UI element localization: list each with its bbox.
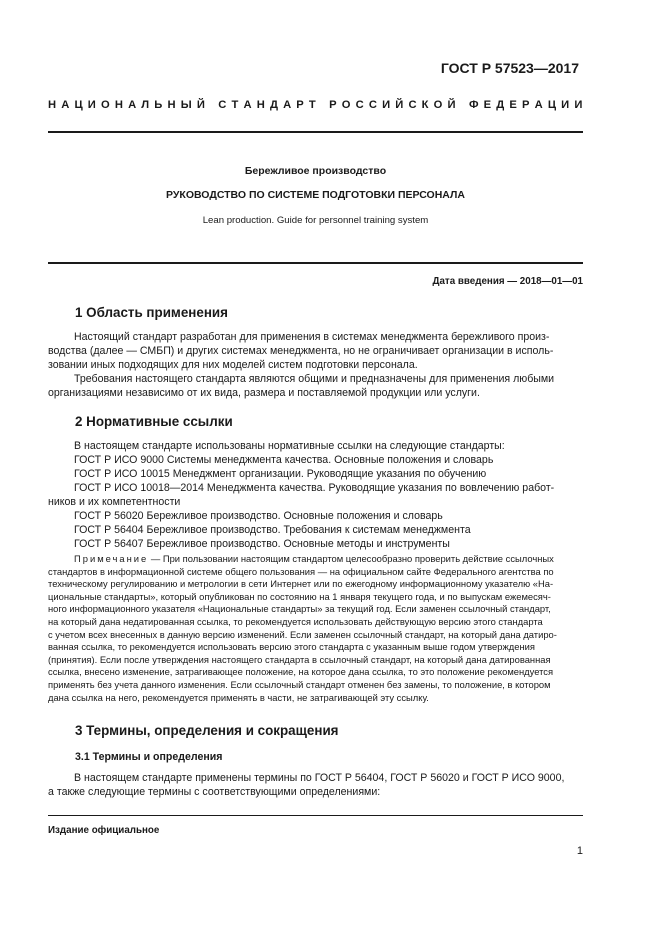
title-english: Lean production. Guide for personnel training system	[202, 215, 429, 226]
text-line: В настоящем стандарте применены термины по ГОСТ Р 56404, ГОСТ Р 56020 и ГОСТ Р ИСО 9000,	[74, 772, 565, 784]
section-2-heading: 2 Нормативные ссылки	[75, 414, 233, 429]
banner-letter: Е	[483, 99, 492, 111]
banner-letter: К	[421, 99, 429, 111]
text-line: водства (далее — СМБП) и других системах менеджмента, но не ограничивает организации в исполь-	[48, 345, 554, 357]
note-line: дана ссылка на него, рекомендуется применять в части, не затрагивающей эту ссылку.	[48, 691, 429, 703]
text-line: а также следующие термины с соответствующими определениями:	[48, 786, 381, 798]
banner-letter: О	[341, 99, 351, 111]
text-line: В настоящем стандарте использованы нормативные ссылки на следующие стандарты:	[74, 440, 505, 452]
reference-item: ГОСТ Р ИСО 10018—2014 Менеджмента качества. Руководящие указания по вовлечению работ-	[74, 482, 555, 494]
banner-letter: И	[561, 99, 570, 111]
banner-letter: Ь	[154, 99, 163, 111]
text-line: Настоящий стандарт разработан для применения в системах менеджмента бережливого произ-	[74, 331, 550, 343]
banner-letter: Д	[496, 99, 505, 111]
banner-letter: Й	[395, 99, 404, 111]
reference-item: ГОСТ Р 56020 Бережливое производство. Основные положения и словарь	[74, 510, 443, 522]
section-3-body	[48, 771, 583, 799]
banner-letter: О	[433, 99, 443, 111]
note-line: ванная ссылка, то рекомендуется использовать версию этого стандарта с указанным выше годом утверждения	[48, 641, 535, 653]
banner-letter: И	[87, 99, 96, 111]
reference-item: ГОСТ Р ИСО 10015 Менеджмент организации. Руководящие указания по обучению	[74, 468, 487, 480]
banner-letter: Р	[296, 99, 304, 111]
banner-letter: Н	[167, 99, 176, 111]
banner-letter: Р	[521, 99, 530, 111]
text-line: организациями независимо от их вида, размера и поставляемой продукции или услуги.	[48, 387, 480, 399]
banner-letter: Т	[231, 99, 239, 111]
effective-date: Дата введения — 2018—01—01	[432, 276, 583, 287]
title-topic: Бережливое производство	[244, 165, 387, 177]
note-line: ного информационного указателя «Национальные стандарты» за текущий год. Если заменен ссылочный стандарт,	[48, 603, 551, 615]
banner-space	[461, 99, 464, 111]
banner-letter: А	[128, 99, 137, 111]
banner-letter: Н	[114, 99, 123, 111]
banner-letter: О	[100, 99, 110, 111]
note-line: ссылка, внесено изменение, затрагивающее положение, на которое дана ссылка, то это положение рекомендуется	[48, 666, 554, 678]
note-line: техническому регулированию и метрологии в сети Интернет или по ежегодному информационному указателю «На-	[48, 578, 554, 590]
section-1-body	[48, 330, 583, 400]
banner-letter: А	[243, 99, 252, 111]
note-line: стандартов в информационной системе общего пользования — на официальном сайте Федерального агентства по	[48, 565, 554, 577]
banner-letter: Ц	[547, 99, 557, 111]
banner-letter: Ц	[74, 99, 83, 111]
banner-space	[210, 99, 213, 111]
banner-letter: Й	[196, 99, 205, 111]
document-code: ГОСТ Р 57523—2017	[440, 60, 579, 76]
reference-item: ГОСТ Р 56407 Бережливое производство. Основные методы и инструменты	[74, 538, 450, 550]
banner-letter: Ф	[468, 99, 479, 111]
banner-letter: Н	[48, 99, 57, 111]
banner-letter: Р	[329, 99, 337, 111]
section-3-heading: 3 Термины, определения и сокращения	[75, 723, 339, 738]
banner-letter: Т	[308, 99, 316, 111]
title-rule	[48, 262, 583, 264]
banner-letter: Е	[509, 99, 517, 111]
banner-letter: С	[408, 99, 417, 111]
page-number: 1	[576, 845, 583, 857]
banner-letter: С	[218, 99, 227, 111]
reference-item: ГОСТ Р 56404 Бережливое производство. Требования к системам менеджмента	[74, 524, 471, 536]
text-line: зовании иных подходящих для них моделей систем подготовки персонала.	[48, 359, 418, 371]
section-2-body	[48, 439, 583, 551]
note-line: на который дана недатированная ссылка, то рекомендуется использовать действующую версию этого стандарта	[48, 615, 543, 627]
note-line: (принятия). Если после утверждения настоящего стандарта в ссылочный стандарт, на который дана датированная	[48, 653, 551, 665]
section-3-1-heading: 3.1 Термины и определения	[75, 751, 223, 763]
banner-letter: Д	[269, 99, 278, 111]
banner-letter: Л	[141, 99, 150, 111]
footer-rule	[48, 815, 583, 816]
official-edition-label: Издание официальное	[48, 825, 160, 836]
banner-letter: А	[61, 99, 70, 111]
section-1-heading: 1 Область применения	[75, 305, 228, 320]
reference-item-continued: ников и их компетентности	[48, 496, 181, 508]
note-line: Примечание — При пользовании настоящим стандартом целесообразно проверить действие ссылочных	[74, 553, 554, 564]
note-line: с учетом всех внесенных в данную версию изменений. Если заменен ссылочный стандарт, на который дана датиро-	[48, 628, 557, 640]
title-main: РУКОВОДСТВО ПО СИСТЕМЕ ПОДГОТОВКИ ПЕРСОНАЛА	[166, 189, 465, 201]
banner-letter: И	[382, 99, 391, 111]
text-line: Требования настоящего стандарта являются общими и предназначены для применения любыми	[74, 373, 555, 385]
national-standard-banner	[48, 99, 583, 111]
note-line: циональные стандарты», который опубликован по состоянию на 1 января текущего года, и по выпускам ежемесяч-	[48, 590, 551, 602]
banner-letter: А	[534, 99, 543, 111]
banner-letter: С	[355, 99, 364, 111]
banner-letter: Й	[447, 99, 456, 111]
note-block	[48, 553, 583, 704]
header-rule	[48, 131, 583, 133]
banner-letter: С	[368, 99, 377, 111]
note-line: применять без учета данного изменения. Если ссылочный стандарт отменен без замены, то положение, в котором	[48, 678, 551, 690]
banner-letter: Ы	[180, 99, 192, 111]
reference-item: ГОСТ Р ИСО 9000 Системы менеджмента качества. Основные положения и словарь	[74, 454, 494, 466]
banner-space	[321, 99, 324, 111]
banner-letter: А	[283, 99, 292, 111]
banner-letter: Н	[256, 99, 265, 111]
note-label: Примечание	[74, 553, 149, 564]
banner-letter: И	[574, 99, 583, 111]
